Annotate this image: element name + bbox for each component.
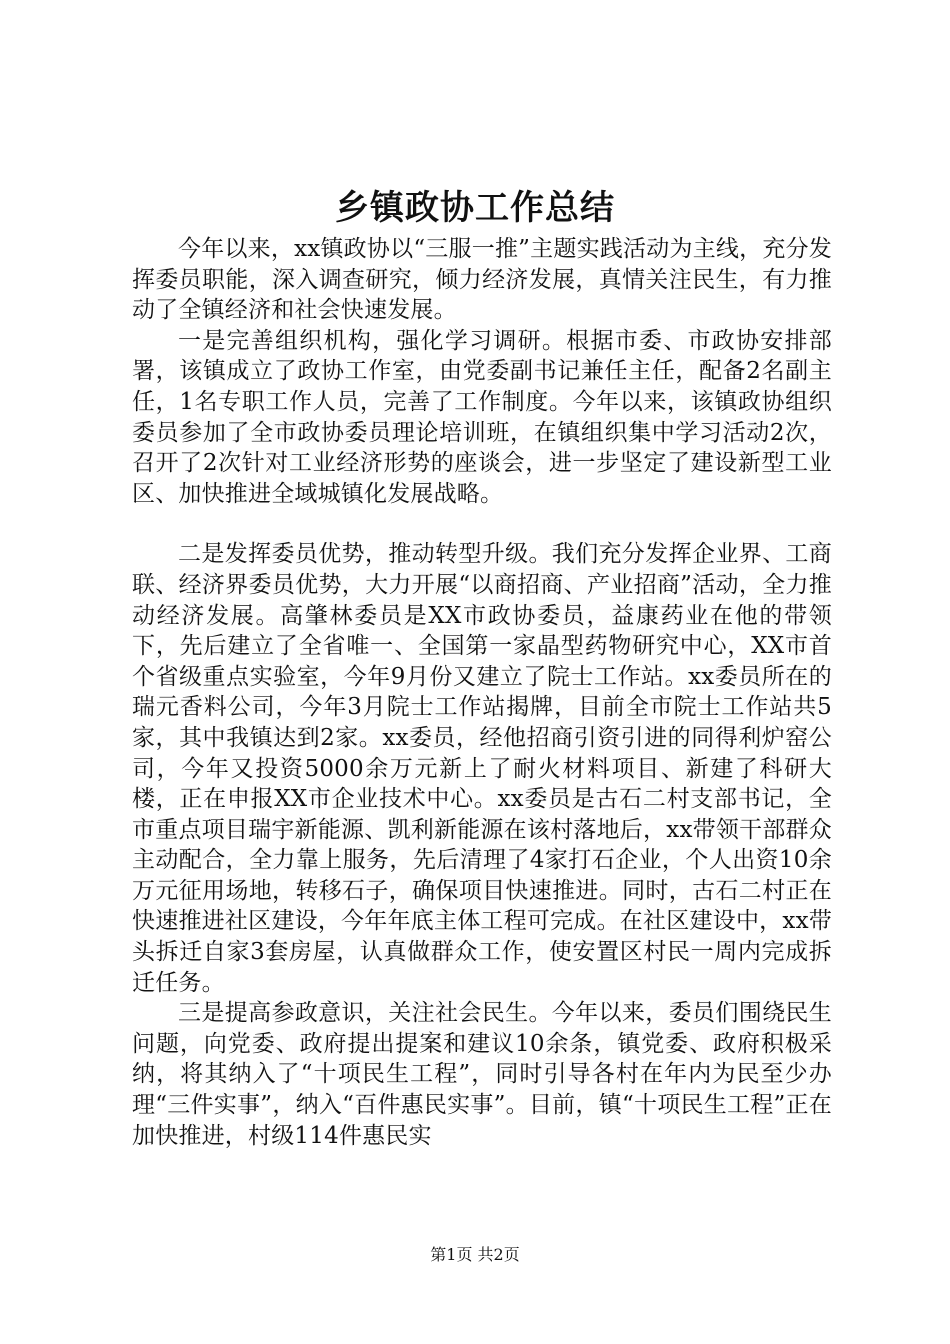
paragraph-members: 二是发挥委员优势，推动转型升级。我们充分发挥企业界、工商联、经济界委员优势，大力开展“以商招商、产业招商”活动，全力推动经济发展。高肇林委员是XX市政协委员，益康药业在他的带领下，先后建立了全省唯一、全国第一家晶型药物研究中心，XX市首个省级重点实验室，今年9月份又建立了院士工作站。xx委员所在的瑞元香料公司，今年3月院士工作站揭牌，目前全市院士工作站共5家，其中我镇达到2家。xx委员，经他招商引资引进的同得利炉窑公司，今年又投资5000余万元新上了耐火材料项目、新建了科研大楼，正在申报XX市企业技术中心。xx委员是古石二村支部书记，全市重点项目瑞宇新能源、凯利新能源在该村落地后，xx带领干部群众主动配合，全力靠上服务，先后清理了4家打石企业，个人出资10余万元征用场地，转移石子，确保项目快速推进。同时，古石二村正在快速推进社区建设，今年年底主体工程可完成。在社区建设中，xx带头拆迁自家3套房屋，认真做群众工作，使安置区村民一周内完成拆迁任务。 [132, 541, 832, 996]
paragraph-organization: 一是完善组织机构，强化学习调研。根据市委、市政协安排部署，该镇成立了政协工作室，由党委副书记兼任主任，配备2名副主任，1名专职工作人员，完善了工作制度。今年以来，该镇政协组织委员参加了全市政协委员理论培训班，在镇组织集中学习活动2次，召开了2次针对工业经济形势的座谈会，进一步坚定了建设新型工业区、加快推进全域城镇化发展战略。 [132, 327, 832, 507]
paragraph-livelihood: 三是提高参政意识，关注社会民生。今年以来，委员们围绕民生问题，向党委、政府提出提案和建议10余条，镇党委、政府积极采纳，将其纳入了“十项民生工程”，同时引导各村在年内为民至少办理“三件实事”，纳入“百件惠民实事”。目前，镇“十项民生工程”正在加快推进，村级114件惠民实 [132, 1000, 832, 1149]
paragraph-intro: 今年以来，xx镇政协以“三服一推”主题实践活动为主线，充分发挥委员职能，深入调查研究，倾力经济发展，真情关注民生，有力推动了全镇经济和社会快速发展。 [132, 236, 832, 324]
document-title: 乡镇政协工作总结 [335, 188, 615, 228]
page-number: 第1页 共2页 [430, 1245, 520, 1264]
document-body [132, 234, 832, 1151]
